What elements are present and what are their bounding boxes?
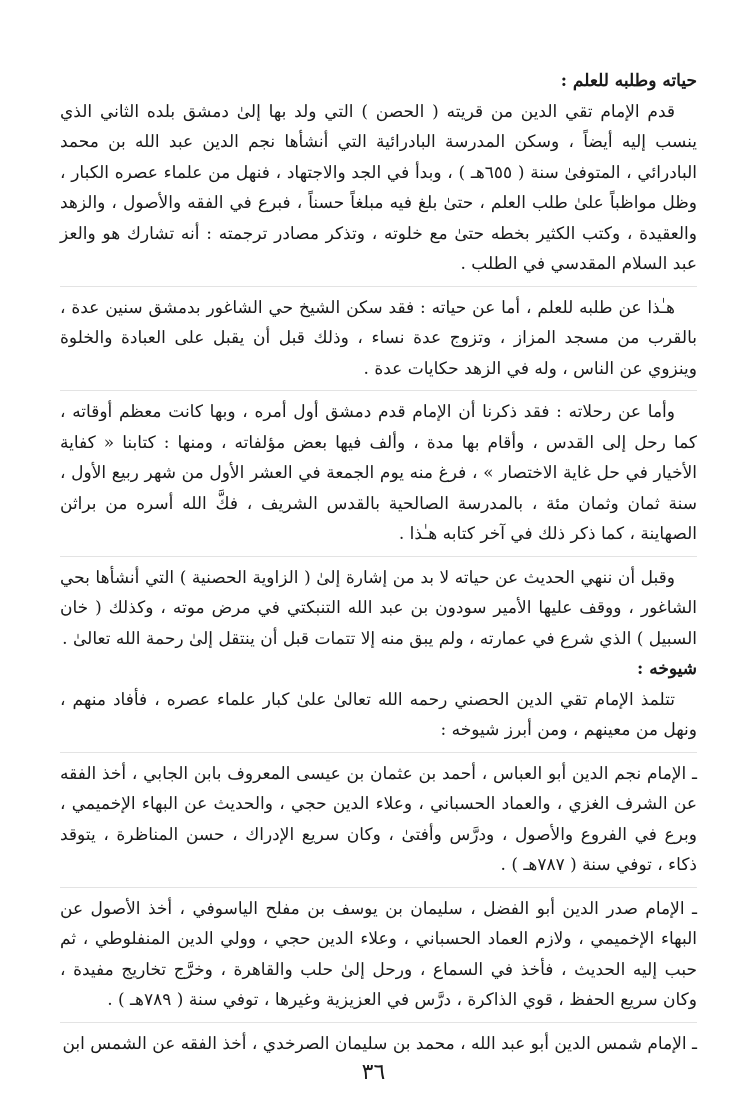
sheikhs-heading: شيوخه : [637, 659, 697, 679]
life-paragraph-travels: وأما عن رحلاته : فقد ذكرنا أن الإمام قدم دمشق أول أمره ، وبها كانت معظم أوقاته ، كما رحل إلى القدس ، وأقام بها مدة ، وألف فيها بعض مؤلفاته ، ومنها : كتابنا « كفاية الأخيار في حل غاية الاختصار » ، فرغ منه يوم الجمعة في العشر الأول من شهر ربيع الأول ، سنة ثمان وثمان مئة ، بالمدرسة الصالحية بالقدس الشريف ، فكَّ الله أسره من براثن الصهاينة ، كما ذكر ذلك في آخر كتابه هـٰذا . [60, 397, 697, 557]
page-number: ٣٦ [361, 1060, 386, 1085]
sheikhs-intro: تتلمذ الإمام تقي الدين الحصني رحمه الله تعالىٰ علىٰ كبار علماء عصره ، فأفاد منهم ، ونهل من معينهم ، ومن أبرز شيوخه : [60, 685, 697, 753]
life-heading: حياته وطلبه للعلم : [560, 71, 697, 91]
life-paragraph-residence: هـٰذا عن طلبه للعلم ، أما عن حياته : فقد سكن الشيخ حي الشاغور بدمشق سنين عدة ، بالقرب من مسجد المزاز ، وتزوج عدة نساء ، وذلك قبل أن يقبل على العبادة والخلوة وينزوي عن الناس ، وله في الزهد حكايات عدة . [60, 293, 697, 392]
sheikh-entry: ـ الإمام شمس الدين أبو عبد الله ، محمد بن سليمان الصرخدي ، أخذ الفقه عن الشمس ابن [62, 1033, 697, 1054]
life-paragraph-zawiya: وقبل أن ننهي الحديث عن حياته لا بد من إشارة إلىٰ ( الزاوية الحصنية ) التي أنشأها بحي الشاغور ، ووقف عليها الأمير سودون بن عبد الله التنبكتي في مرض موته ، وكذلك ( خان السبيل ) الذي شرع في عمارته ، ولم يبق منه إلا تتمات قبل أن ينتقل إلىٰ رحمة الله تعالىٰ . [60, 567, 697, 649]
book-page [60, 66, 697, 1056]
life-paragraph-arrival: قدم الإمام تقي الدين من قريته ( الحصن ) التي ولد بها إلىٰ دمشق بلده الثاني الذي ينسب إليه أيضاً ، وسكن المدرسة البادرائية التي أنشأها نجم الدين عبد الله بن محمد البادرائي ، المتوفىٰ سنة ( ٦٥٥هـ ) ، وبدأ في الجد والاجتهاد ، فنهل من علماء عصره الكبار ، وظل مواظباً علىٰ طلب العلم ، حتىٰ بلغ فيه مبلغاً حسناً ، فبرع في الفقه والأصول ، والزهد والعقيدة ، وكتب الكثير بخطه حتىٰ مع خلوته ، وتذكر مصادر ترجمته : أنه تشارك هو والعز عبد السلام المقدسي في الطلب . [60, 97, 697, 287]
sheikh-entry: ـ الإمام صدر الدين أبو الفضل ، سليمان بن يوسف بن مفلح الياسوفي ، أخذ الأصول عن البهاء الإخميمي ، ولازم العماد الحسباني ، وعلاء الدين حجي ، وولي الدين المنفلوطي ، ثم حبب إليه الحديث ، فأخذ في السماع ، ورحل إلىٰ حلب والقاهرة ، وخرَّج تخاريج مفيدة ، وكان سريع الحفظ ، قوي الذاكرة ، درَّس في العزيزية وغيرها ، توفي سنة ( ٧٨٩هـ ) . [60, 894, 697, 1023]
sheikh-entry: ـ الإمام نجم الدين أبو العباس ، أحمد بن عثمان بن عيسى المعروف بابن الجابي ، أخذ الفقه عن الشرف الغزي ، والعماد الحسباني ، وعلاء الدين حجي ، والحديث عن البهاء الإخميمي ، وبرع في الفروع والأصول ، ودرَّس وأفتىٰ ، وكان سريع الإدراك ، حسن المناظرة ، يتوقد ذكاء ، توفي سنة ( ٧٨٧هـ ) . [60, 759, 697, 888]
